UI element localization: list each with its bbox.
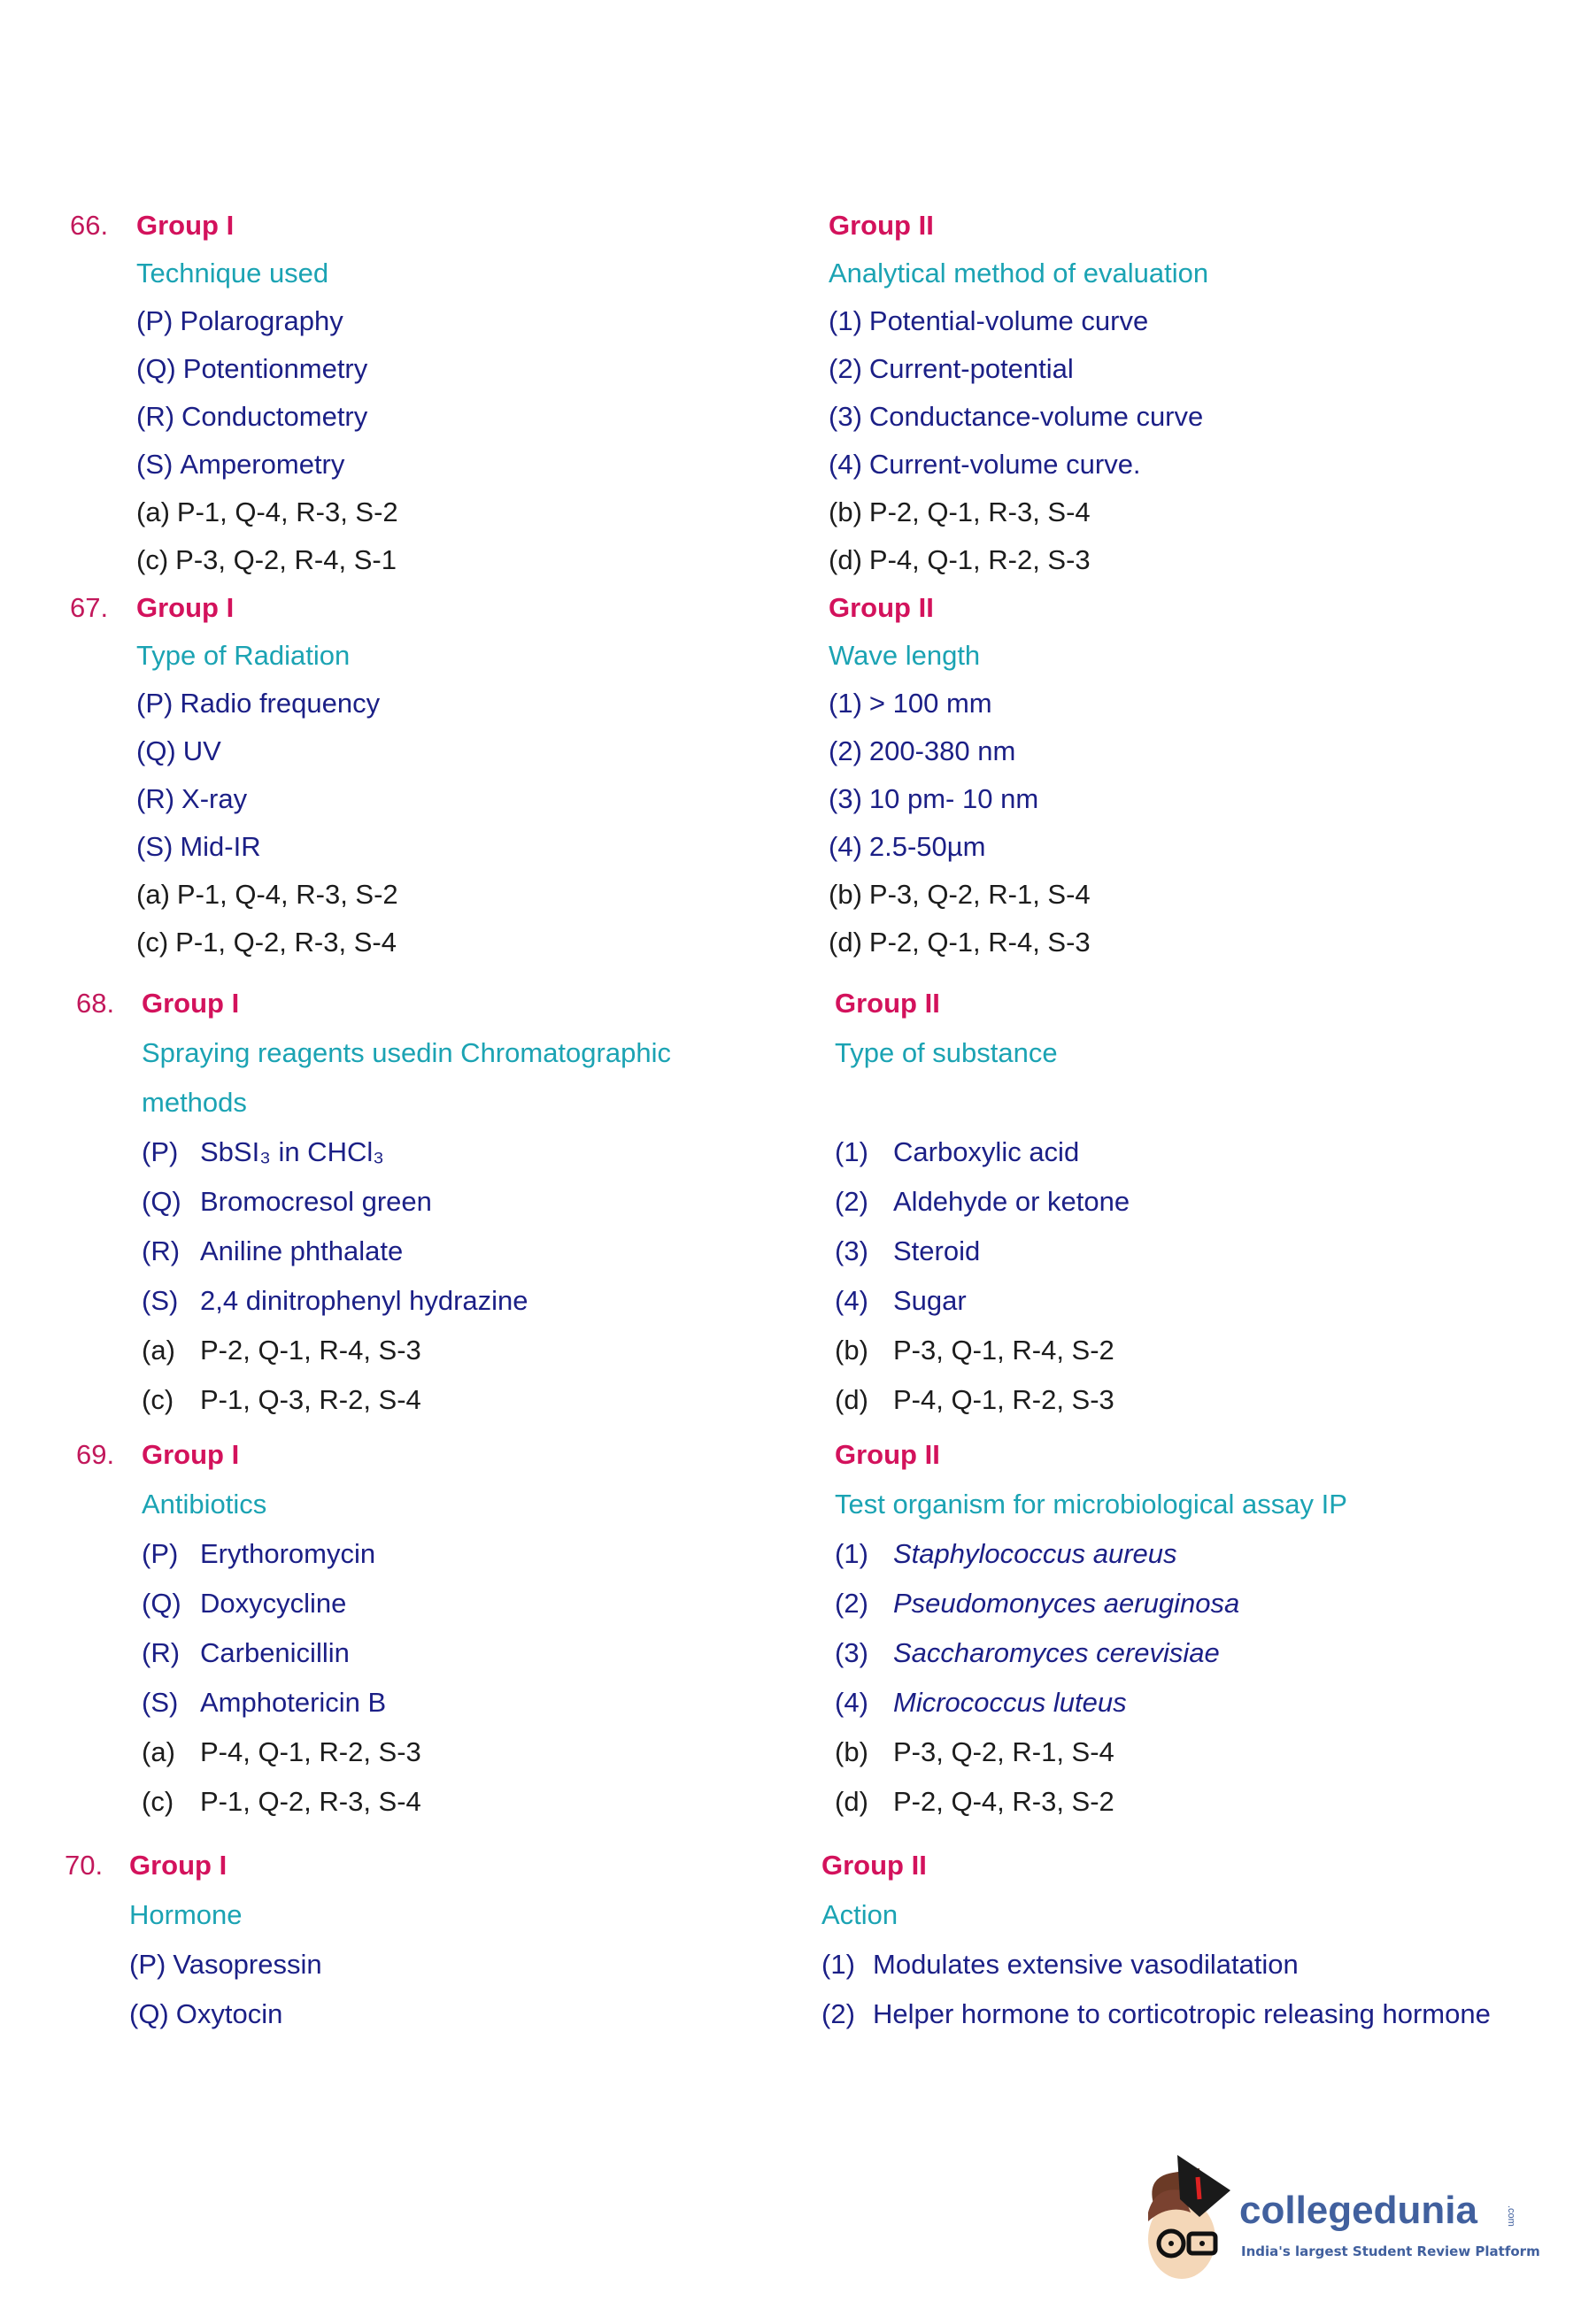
option-text: P-2, Q-1, R-4, S-3 — [200, 1335, 421, 1366]
option-text: P-1, Q-2, R-3, S-4 — [200, 1786, 421, 1817]
option-label: (c) — [142, 1786, 174, 1817]
group-ii-column — [821, 1841, 1503, 2039]
item-text: Vasopressin — [173, 1949, 322, 1980]
item-text: Polarography — [180, 305, 343, 336]
group-subheading: Antibiotics — [142, 1489, 267, 1520]
match-item — [136, 775, 756, 823]
option-label: (c) — [142, 1384, 174, 1415]
match-item — [136, 345, 756, 393]
answer-option[interactable] — [136, 536, 756, 584]
match-item — [136, 727, 756, 775]
group-ii-column — [829, 202, 1519, 584]
item-label: (3) — [835, 1235, 868, 1266]
option-label: (d) — [829, 927, 862, 958]
question-number: 68. — [76, 988, 115, 1019]
group-subheading: Action — [821, 1899, 898, 1930]
item-text: Saccharomyces cerevisiae — [893, 1637, 1220, 1668]
item-label: (1) — [835, 1538, 868, 1569]
option-label: (d) — [835, 1384, 868, 1415]
match-item — [142, 1127, 744, 1177]
option-label: (d) — [835, 1786, 868, 1817]
option-text: P-4, Q-1, R-2, S-3 — [868, 544, 1091, 575]
option-label: (a) — [136, 879, 170, 910]
group-ii-column — [835, 1430, 1525, 1827]
option-label: (a) — [142, 1736, 175, 1767]
option-label: (b) — [835, 1736, 868, 1767]
item-text: Erythoromycin — [200, 1538, 376, 1569]
item-text: Modulates extensive vasodilatation — [873, 1949, 1299, 1980]
item-label: (S) — [136, 831, 174, 862]
item-label: (4) — [829, 831, 862, 862]
match-item — [136, 680, 756, 727]
match-item — [142, 1678, 761, 1728]
question-number: 69. — [76, 1439, 115, 1470]
match-item — [835, 1529, 1525, 1579]
item-label: (S) — [142, 1285, 179, 1316]
item-text: 2,4 dinitrophenyl hydrazine — [200, 1285, 528, 1316]
answer-option[interactable] — [142, 1728, 761, 1777]
item-label: (1) — [829, 305, 862, 336]
option-text: P-1, Q-3, R-2, S-4 — [200, 1384, 421, 1415]
match-item — [142, 1276, 744, 1326]
match-item — [829, 823, 1519, 871]
item-text: Sugar — [893, 1285, 967, 1316]
match-item — [821, 1940, 1503, 1989]
item-text: Oxytocin — [175, 1998, 283, 2029]
item-text: UV — [182, 735, 221, 766]
item-label: (3) — [829, 783, 862, 814]
option-label: (a) — [142, 1335, 175, 1366]
item-text: Carbenicillin — [200, 1637, 350, 1668]
mascot-icon — [1138, 2151, 1235, 2283]
option-text: P-3, Q-2, R-4, S-1 — [175, 544, 397, 575]
item-text: SbSI₃ in CHCl₃ — [200, 1136, 384, 1167]
item-label: (Q) — [142, 1588, 181, 1619]
option-text: P-2, Q-1, R-4, S-3 — [868, 927, 1091, 958]
match-item — [829, 775, 1519, 823]
logo-tagline: India's largest Student Review Platform — [1241, 2243, 1540, 2259]
item-label: (S) — [136, 449, 174, 480]
answer-option[interactable] — [142, 1375, 744, 1425]
answer-option[interactable] — [142, 1326, 744, 1375]
answer-option[interactable] — [835, 1728, 1525, 1777]
match-item — [142, 1529, 761, 1579]
group-heading: Group II — [829, 210, 934, 241]
option-text: P-4, Q-1, R-2, S-3 — [893, 1384, 1114, 1415]
group-i-column — [142, 1430, 761, 1827]
group-heading: Group I — [136, 210, 235, 241]
option-label: (a) — [136, 496, 170, 527]
match-item — [136, 393, 756, 441]
option-text: P-2, Q-4, R-3, S-2 — [893, 1786, 1114, 1817]
item-text: Potential-volume curve — [868, 305, 1149, 336]
item-text: Micrococcus luteus — [893, 1687, 1127, 1718]
item-label: (Q) — [129, 1998, 169, 2029]
answer-option[interactable] — [829, 919, 1519, 966]
group-i-column — [136, 584, 756, 966]
option-label: (d) — [829, 544, 862, 575]
group-ii-column — [835, 979, 1525, 1425]
group-heading: Group I — [142, 1439, 240, 1470]
group-ii-column — [829, 584, 1519, 966]
group-i-column — [142, 979, 744, 1425]
item-label: (1) — [835, 1136, 868, 1167]
item-text: Carboxylic acid — [893, 1136, 1080, 1167]
group-subheading: Test organism for microbiological assay IP — [835, 1489, 1347, 1520]
item-text: 10 pm- 10 nm — [868, 783, 1039, 814]
item-text: Potentionmetry — [182, 353, 368, 384]
group-heading: Group II — [835, 988, 940, 1019]
item-text: Radio frequency — [180, 688, 381, 719]
match-item — [835, 1678, 1525, 1728]
option-label: (b) — [829, 879, 862, 910]
group-heading: Group I — [136, 592, 235, 623]
item-label: (3) — [835, 1637, 868, 1668]
answer-option[interactable] — [835, 1375, 1525, 1425]
item-label: (P) — [129, 1949, 166, 1980]
answer-option[interactable] — [136, 919, 756, 966]
group-i-column — [136, 202, 756, 584]
match-item — [835, 1177, 1525, 1227]
logo-suffix: .com — [1506, 2205, 1516, 2227]
answer-option[interactable] — [136, 489, 756, 536]
item-label: (4) — [835, 1285, 868, 1316]
item-label: (Q) — [136, 353, 176, 384]
group-heading: Group I — [129, 1850, 228, 1881]
item-text: Amphotericin B — [200, 1687, 387, 1718]
match-item — [142, 1227, 744, 1276]
answer-option[interactable] — [829, 489, 1519, 536]
answer-option[interactable] — [829, 871, 1519, 919]
item-label: (3) — [829, 401, 862, 432]
item-text: Mid-IR — [180, 831, 261, 862]
item-text: Helper hormone to corticotropic releasing hormone — [873, 1998, 1491, 2029]
item-text: Doxycycline — [200, 1588, 347, 1619]
item-text: Current-potential — [868, 353, 1074, 384]
match-item — [129, 1989, 749, 2039]
match-item — [829, 297, 1519, 345]
item-text: Amperometry — [180, 449, 345, 480]
option-text: P-4, Q-1, R-2, S-3 — [200, 1736, 421, 1767]
item-text: 2.5-50µm — [868, 831, 986, 862]
item-text: Staphylococcus aureus — [893, 1538, 1177, 1569]
item-label: (R) — [136, 783, 175, 814]
answer-option[interactable] — [835, 1326, 1525, 1375]
question-number: 70. — [65, 1850, 104, 1881]
match-item — [136, 823, 756, 871]
item-text: Aldehyde or ketone — [893, 1186, 1130, 1217]
option-text: P-1, Q-2, R-3, S-4 — [175, 927, 397, 958]
item-text: > 100 mm — [868, 688, 992, 719]
question-number: 66. — [70, 210, 109, 241]
logo-brand: collegedunia — [1239, 2189, 1477, 2232]
match-item — [142, 1579, 761, 1628]
item-label: (2) — [829, 735, 862, 766]
group-subheading: Hormone — [129, 1899, 243, 1930]
match-item — [142, 1628, 761, 1678]
item-label: (P) — [142, 1538, 179, 1569]
option-text: P-3, Q-2, R-1, S-4 — [893, 1736, 1114, 1767]
item-text: Pseudomonyces aeruginosa — [893, 1588, 1240, 1619]
match-item — [835, 1579, 1525, 1628]
match-item — [136, 297, 756, 345]
option-label: (b) — [829, 496, 862, 527]
match-item — [835, 1127, 1525, 1177]
group-subheading: Type of Radiation — [136, 640, 351, 671]
match-item — [129, 1940, 749, 1989]
answer-option[interactable] — [136, 871, 756, 919]
item-label: (R) — [142, 1235, 181, 1266]
match-item — [821, 1989, 1503, 2039]
option-text: P-3, Q-1, R-4, S-2 — [893, 1335, 1114, 1366]
answer-option[interactable] — [829, 536, 1519, 584]
question-number: 67. — [70, 592, 109, 623]
item-label: (P) — [136, 688, 174, 719]
item-text: 200-380 nm — [868, 735, 1016, 766]
group-subheading: Analytical method of evaluation — [829, 258, 1209, 289]
option-text: P-3, Q-2, R-1, S-4 — [868, 879, 1091, 910]
match-item — [829, 345, 1519, 393]
match-item — [142, 1177, 744, 1227]
item-label: (R) — [136, 401, 175, 432]
item-label: (1) — [821, 1949, 855, 1980]
item-label: (P) — [136, 305, 174, 336]
option-text: P-2, Q-1, R-3, S-4 — [868, 496, 1091, 527]
match-item — [136, 441, 756, 489]
group-subheading: Technique used — [136, 258, 329, 289]
option-label: (c) — [136, 927, 169, 958]
group-subheading: Spraying reagents usedin Chromatographic methods — [142, 1037, 671, 1118]
group-heading: Group I — [142, 988, 240, 1019]
item-label: (2) — [829, 353, 862, 384]
item-text: Aniline phthalate — [200, 1235, 404, 1266]
match-item — [829, 727, 1519, 775]
match-item — [835, 1628, 1525, 1678]
item-text: X-ray — [181, 783, 248, 814]
answer-option[interactable] — [835, 1777, 1525, 1827]
item-label: (S) — [142, 1687, 179, 1718]
match-item — [835, 1227, 1525, 1276]
item-label: (Q) — [136, 735, 176, 766]
match-item — [829, 393, 1519, 441]
item-text: Steroid — [893, 1235, 981, 1266]
item-label: (2) — [835, 1186, 868, 1217]
match-item — [829, 441, 1519, 489]
item-label: (P) — [142, 1136, 179, 1167]
group-i-column — [129, 1841, 749, 2039]
answer-option[interactable] — [142, 1777, 761, 1827]
item-label: (2) — [821, 1998, 855, 2029]
item-label: (Q) — [142, 1186, 181, 1217]
group-subheading: Wave length — [829, 640, 981, 671]
item-text: Conductance-volume curve — [868, 401, 1204, 432]
item-text: Current-volume curve. — [868, 449, 1141, 480]
match-item — [829, 680, 1519, 727]
option-text: P-1, Q-4, R-3, S-2 — [176, 879, 398, 910]
group-heading: Group II — [821, 1850, 927, 1881]
item-text: Conductometry — [181, 401, 368, 432]
option-label: (b) — [835, 1335, 868, 1366]
item-label: (R) — [142, 1637, 181, 1668]
item-label: (4) — [835, 1687, 868, 1718]
group-subheading: Type of substance — [835, 1037, 1058, 1068]
match-item — [835, 1276, 1525, 1326]
item-label: (1) — [829, 688, 862, 719]
item-text: Bromocresol green — [200, 1186, 432, 1217]
group-heading: Group II — [829, 592, 934, 623]
collegedunia-logo[interactable] — [1138, 2151, 1545, 2283]
item-label: (4) — [829, 449, 862, 480]
item-label: (2) — [835, 1588, 868, 1619]
option-text: P-1, Q-4, R-3, S-2 — [176, 496, 398, 527]
option-label: (c) — [136, 544, 169, 575]
group-heading: Group II — [835, 1439, 940, 1470]
